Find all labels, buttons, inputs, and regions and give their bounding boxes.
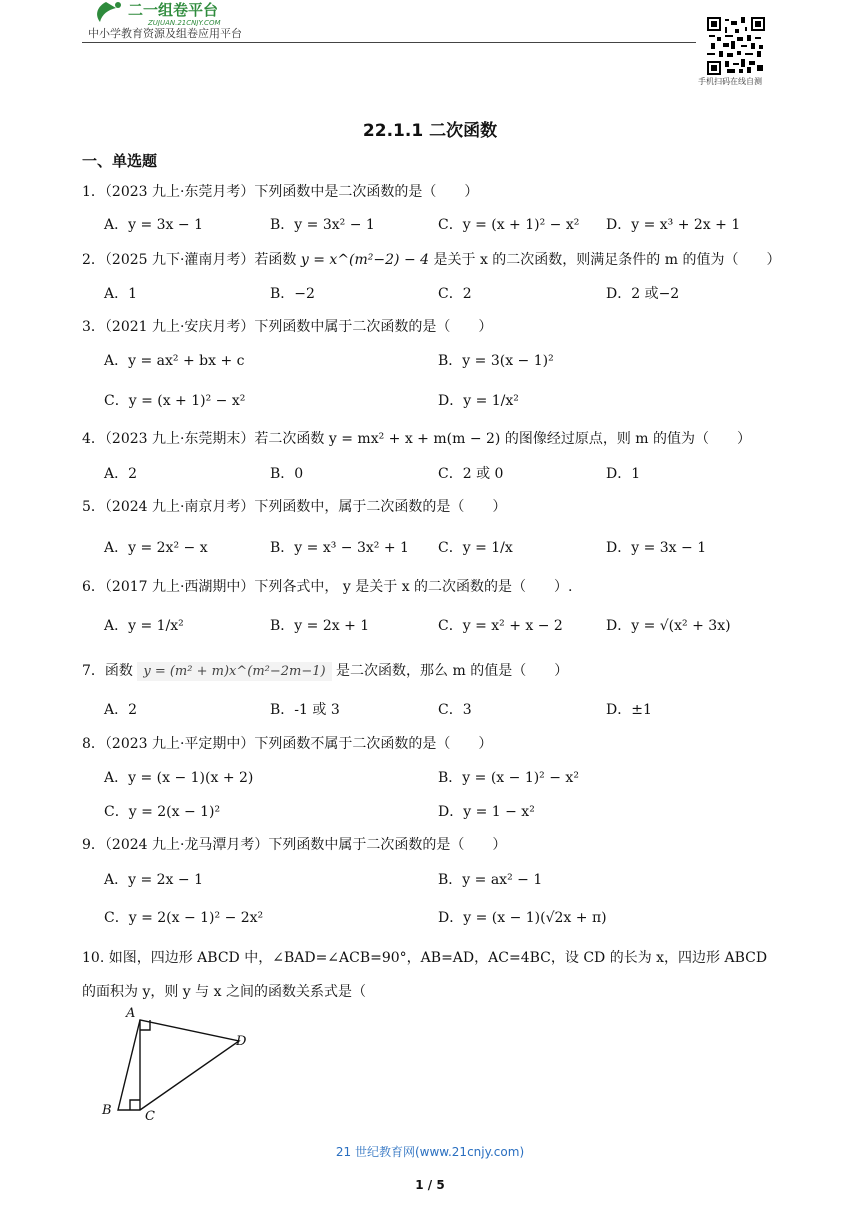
logo-url: ZUJUAN.21CNJY.COM xyxy=(148,19,221,26)
question-7-stem-start: 7．函数 xyxy=(82,663,138,679)
question-9-option-c: C．y = 2(x − 1)² − 2x² xyxy=(104,910,264,926)
question-8-option-a: A．y = (x − 1)(x + 2) xyxy=(104,770,254,786)
question-6-option-a: A．y = 1/x² xyxy=(104,618,184,634)
question-2-option-d: D．2 或−2 xyxy=(606,286,680,302)
question-5-option-a: A．y = 2x² − x xyxy=(104,540,208,556)
page-title: 22.1.1 二次函数 xyxy=(362,121,498,141)
figure-label-c: C xyxy=(145,1109,155,1124)
question-7-stem xyxy=(82,660,568,681)
question-3-option-d: D．y = 1/x² xyxy=(438,393,519,409)
qr-caption: 手机扫码在线自测 xyxy=(698,77,762,86)
question-4-option-a: A．2 xyxy=(104,466,138,482)
question-7-option-b: B．-1 或 3 xyxy=(270,702,340,718)
question-6-stem: 6．（2017 九上·西湖期中）下列各式中， y 是关于 x 的二次函数的是（ ）. xyxy=(82,579,573,595)
question-8-option-c: C．y = 2(x − 1)² xyxy=(104,804,221,820)
question-9-option-b: B．y = ax² − 1 xyxy=(438,872,543,888)
question-1-option-b: B．y = 3x² − 1 xyxy=(270,217,375,233)
question-3-option-b: B．y = 3(x − 1)² xyxy=(438,353,554,369)
question-6-option-d: D．y = √(x² + 3x) xyxy=(606,618,731,634)
question-10-stem-line2: 的面积为 y，则 y 与 x 之间的函数关系式是（ xyxy=(82,984,366,1000)
question-7-option-d: D．±1 xyxy=(606,702,652,718)
question-2-formula: y = x^(m²−2) − 4 xyxy=(300,252,430,268)
question-7-option-c: C．3 xyxy=(438,702,472,718)
question-2-option-c: C．2 xyxy=(438,286,472,302)
logo-text: 二一组卷平台 xyxy=(128,1,219,19)
question-2-stem xyxy=(82,249,780,269)
question-5-stem: 5．（2024 九上·南京月考）下列函数中，属于二次函数的是（ ） xyxy=(82,499,507,515)
question-8-option-d: D．y = 1 − x² xyxy=(438,804,535,820)
question-5-option-b: B．y = x³ − 3x² + 1 xyxy=(270,540,409,556)
section-heading: 一、单选题 xyxy=(82,152,158,170)
question-7-option-a: A．2 xyxy=(104,702,138,718)
qr-code-icon xyxy=(707,17,765,75)
question-3-option-c: C．y = (x + 1)² − x² xyxy=(104,393,246,409)
question-1-option-c: C．y = (x + 1)² − x² xyxy=(438,217,580,233)
header-divider xyxy=(82,42,696,43)
figure-label-b: B xyxy=(102,1103,112,1118)
footer-link[interactable]: 21 世纪教育网(www.21cnjy.com) xyxy=(335,1145,525,1159)
question-7-formula-image: y = (m² + m)x^(m²−2m−1) xyxy=(137,662,331,681)
page-number: 1 / 5 xyxy=(415,1178,445,1192)
site-logo xyxy=(88,0,268,26)
question-2-option-b: B．−2 xyxy=(270,286,315,302)
question-9-option-a: A．y = 2x − 1 xyxy=(104,872,203,888)
question-9-stem: 9．（2024 九上·龙马潭月考）下列函数中属于二次函数的是（ ） xyxy=(82,837,507,853)
question-8-option-b: B．y = (x − 1)² − x² xyxy=(438,770,579,786)
question-2-stem-start: 2．（2025 九下·灌南月考）若函数 xyxy=(82,252,301,268)
question-1-option-a: A．y = 3x − 1 xyxy=(104,217,203,233)
question-10-stem-line1: 10. 如图，四边形 ABCD 中，∠BAD=∠ACB=90°，AB=AD，AC=4BC，设 CD 的长为 x，四边形 ABCD xyxy=(82,950,768,966)
question-4-option-c: C．2 或 0 xyxy=(438,466,504,482)
question-3-stem: 3．（2021 九上·安庆月考）下列函数中属于二次函数的是（ ） xyxy=(82,319,493,335)
question-2-option-a: A．1 xyxy=(104,286,138,302)
question-8-stem: 8．（2023 九上·平定期中）下列函数不属于二次函数的是（ ） xyxy=(82,736,493,752)
question-4-option-d: D．1 xyxy=(606,466,641,482)
figure-label-a: A xyxy=(126,1006,136,1021)
quadrilateral-figure xyxy=(96,1003,256,1125)
question-1-stem: 1．（2023 九上·东莞月考）下列函数中是二次函数的是（ ） xyxy=(82,184,479,200)
question-4-stem: 4．（2023 九上·东莞期末）若二次函数 y = mx² + x + m(m − 2) 的图像经过原点，则 m 的值为（ ） xyxy=(82,431,752,447)
question-1-option-d: D．y = x³ + 2x + 1 xyxy=(606,217,741,233)
question-5-option-c: C．y = 1/x xyxy=(438,540,513,556)
question-3-option-a: A．y = ax² + bx + c xyxy=(104,353,245,369)
question-6-option-b: B．y = 2x + 1 xyxy=(270,618,370,634)
question-5-option-d: D．y = 3x − 1 xyxy=(606,540,707,556)
figure-label-d: D xyxy=(236,1034,247,1049)
question-9-option-d: D．y = (x − 1)(√2x + π) xyxy=(438,910,607,926)
question-6-option-c: C．y = x² + x − 2 xyxy=(438,618,563,634)
question-7-stem-end: 是二次函数，那么 m 的值是（ ） xyxy=(331,663,569,679)
header-subtitle: 中小学教育资源及组卷应用平台 xyxy=(88,27,242,40)
question-2-stem-end: 是关于 x 的二次函数，则满足条件的 m 的值为（ ） xyxy=(429,252,781,268)
question-4-option-b: B．0 xyxy=(270,466,304,482)
